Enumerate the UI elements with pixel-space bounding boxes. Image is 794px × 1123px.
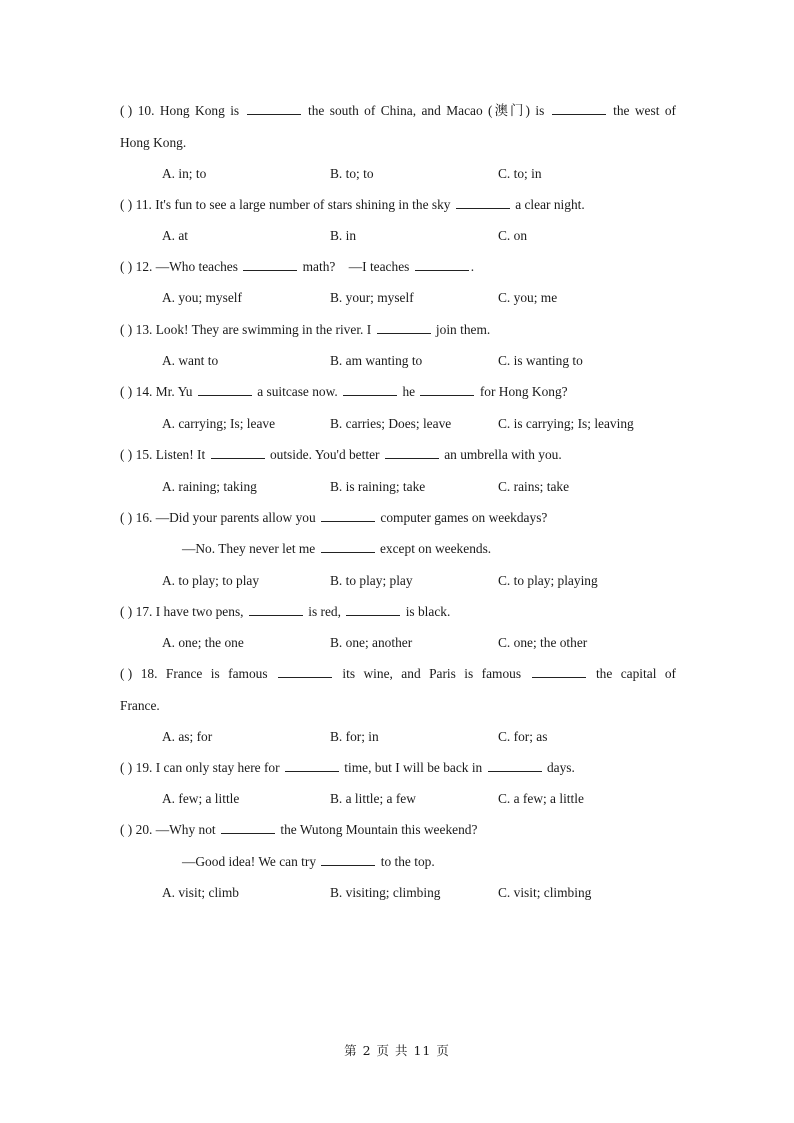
option-a: A. carrying; Is; leave [162,416,276,431]
option-b: B. to; to [330,166,374,181]
question-text: —Did your parents allow you [155,510,316,525]
option-b: B. in [330,228,357,243]
question-text: join them. [435,322,491,337]
blank [385,457,439,459]
question-text: . [470,259,475,274]
question-text: a suitcase now. [257,384,338,399]
question-number: 10. [137,103,155,118]
blank [249,614,303,616]
question-17 [120,604,676,620]
option-b: B. your; myself [330,290,414,305]
question-text: It's fun to see a large number of stars shining in the sky [155,197,451,212]
question-text: to the top. [380,854,435,869]
question-text: the west of [613,103,676,118]
question-text: France is famous [165,666,268,681]
blank [346,614,400,616]
option-b: B. for; in [330,729,379,744]
blank [456,207,510,209]
question-text: —Why not [155,822,216,837]
question-text: the Wutong Mountain this weekend? [280,822,478,837]
option-c: C. to; in [498,166,542,181]
question-15 [120,447,676,463]
question-number: 14. [135,384,153,399]
answer-paren: ( ) [120,447,133,462]
option-a: A. want to [162,353,219,368]
question-12 [120,259,676,275]
option-a: A. as; for [162,729,213,744]
option-a: A. at [162,228,189,243]
question-number: 19. [135,760,153,775]
question-13 [120,322,676,338]
option-a: A. visit; climb [162,885,239,900]
question-text: outside. You'd better [269,447,380,462]
question-text: its wine, and Paris is famous [342,666,522,681]
question-text: —Good idea! We can try [182,854,317,869]
option-b: B. visiting; climbing [330,885,441,900]
option-b: B. one; another [330,635,413,650]
option-c: C. a few; a little [498,791,584,806]
answer-paren: ( ) [120,510,133,525]
blank [198,394,252,396]
question-text: computer games on weekdays? [380,510,548,525]
option-b: B. am wanting to [330,353,423,368]
question-text: except on weekends. [379,541,492,556]
blank [532,676,586,678]
blank [377,332,431,334]
blank [278,676,332,678]
question-text: Hong Kong is [159,103,240,118]
blank [552,113,606,115]
page-footer: 第 2 页 共 11 页 [344,1043,450,1058]
question-text: he [402,384,416,399]
blank [321,551,375,553]
option-a: A. one; the one [162,635,244,650]
blank [415,269,469,271]
question-16 [120,510,676,526]
blank [420,394,474,396]
question-11 [120,197,676,213]
option-c: C. on [498,228,528,243]
blank [321,520,375,522]
question-text: time, but I will be back in [344,760,483,775]
question-text: I have two pens, [155,604,244,619]
option-a: A. in; to [162,166,207,181]
question-text: math? [302,259,336,274]
answer-paren: ( ) [120,259,133,274]
option-c: C. you; me [498,290,558,305]
question-number: 12. [135,259,153,274]
question-20-reply [182,854,435,870]
question-18 [120,666,676,682]
blank [211,457,265,459]
question-number: 13. [135,322,153,337]
blank [285,770,339,772]
question-text: days. [546,760,575,775]
answer-paren: ( ) [120,604,133,619]
blank [343,394,397,396]
answer-paren: ( ) [120,666,133,681]
question-16-reply [182,541,491,557]
question-number: 11. [135,197,152,212]
question-continuation: France. [120,698,160,713]
question-text: —No. They never let me [182,541,316,556]
blank [488,770,542,772]
option-c: C. visit; climbing [498,885,592,900]
question-number: 16. [135,510,153,525]
question-text: I can only stay here for [155,760,280,775]
question-text: for Hong Kong? [479,384,568,399]
question-19 [120,760,676,776]
answer-paren: ( ) [120,760,133,775]
answer-paren: ( ) [120,197,133,212]
option-b: B. a little; a few [330,791,416,806]
question-text: is red, [308,604,341,619]
option-b: B. is raining; take [330,479,426,494]
question-text: the capital of [595,666,676,681]
question-text: Listen! It [155,447,206,462]
question-text: Look! They are swimming in the river. I [155,322,372,337]
question-text: an umbrella with you. [444,447,562,462]
option-a: A. few; a little [162,791,240,806]
blank [321,864,375,866]
option-a: A. raining; taking [162,479,257,494]
question-number: 17. [135,604,153,619]
answer-paren: ( ) [120,103,133,118]
option-c: C. is wanting to [498,353,583,368]
answer-paren: ( ) [120,322,133,337]
answer-paren: ( ) [120,384,133,399]
option-b: B. to play; play [330,573,413,588]
question-text: Mr. Yu [155,384,193,399]
question-text: is black. [405,604,451,619]
question-20 [120,822,676,838]
question-text: a clear night. [515,197,585,212]
question-text: —I teaches [348,259,410,274]
blank [247,113,301,115]
question-number: 15. [135,447,153,462]
option-a: A. you; myself [162,290,242,305]
question-text: the south of China, and Macao (澳门) is [307,103,545,118]
blank [221,832,275,834]
option-c: C. is carrying; Is; leaving [498,416,634,431]
option-c: C. for; as [498,729,548,744]
question-14 [120,384,676,400]
blank [243,269,297,271]
answer-paren: ( ) [120,822,133,837]
question-number: 20. [135,822,153,837]
option-c: C. one; the other [498,635,588,650]
option-c: C. rains; take [498,479,570,494]
option-c: C. to play; playing [498,573,598,588]
question-10 [120,103,676,119]
question-continuation: Hong Kong. [120,135,187,150]
option-b: B. carries; Does; leave [330,416,452,431]
question-text: —Who teaches [155,259,238,274]
option-a: A. to play; to play [162,573,260,588]
question-number: 18. [140,666,158,681]
